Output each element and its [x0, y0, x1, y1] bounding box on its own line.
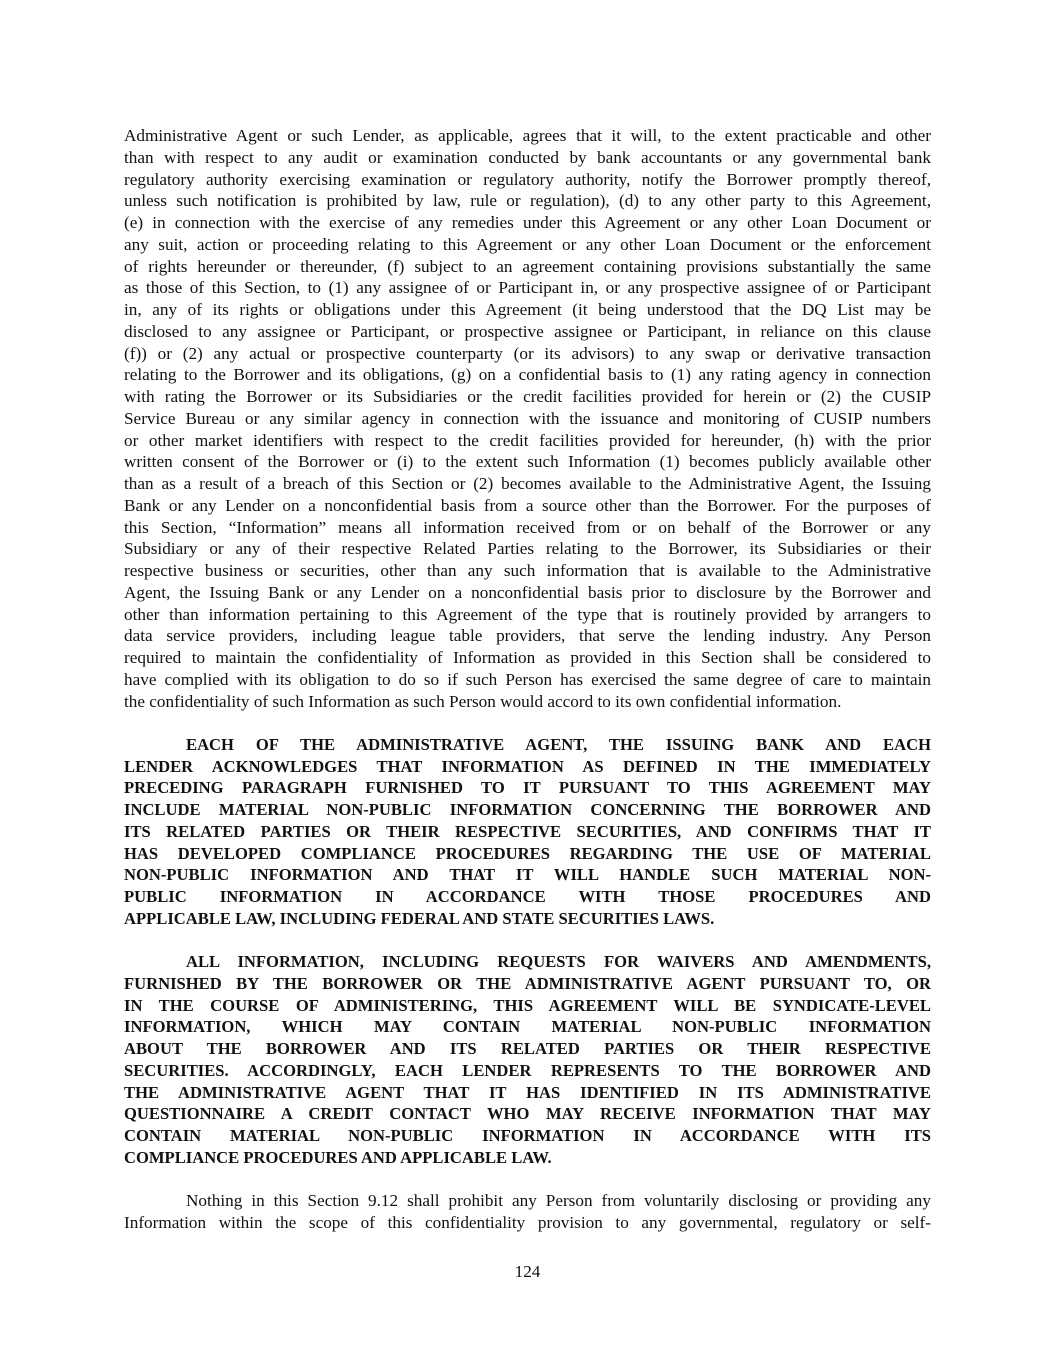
text-line: ITS RELATED PARTIES OR THEIR RESPECTIVE SECURITIES, AND CONFIRMS THAT IT	[124, 821, 931, 841]
paragraph-spacer	[124, 712, 931, 734]
text-line: QUESTIONNAIRE A CREDIT CONTACT WHO MAY RECEIVE INFORMATION THAT MAY	[124, 1104, 931, 1124]
text-line: than with respect to any audit or examination conducted by bank accountants or any governmental bank	[124, 147, 931, 167]
text-line: regulatory authority exercising examination or regulatory authority, notify the Borrower promptly thereof,	[124, 169, 931, 189]
text-line: Bank or any Lender on a nonconfidential basis from a source other than the Borrower. For the purposes of	[124, 495, 931, 515]
text-line: (f)) or (2) any actual or prospective counterparty (or its advisors) to any swap or derivative transaction	[124, 343, 931, 363]
text-line: INFORMATION, WHICH MAY CONTAIN MATERIAL NON-PUBLIC INFORMATION	[124, 1017, 931, 1037]
text-line: have complied with its obligation to do so if such Person has exercised the same degree of care to maintain	[124, 669, 931, 689]
text-line: NON-PUBLIC INFORMATION AND THAT IT WILL HANDLE SUCH MATERIAL NON-	[124, 865, 931, 885]
paragraph-syndicate-level-information	[124, 951, 931, 1169]
text-line: Subsidiary or any of their respective Related Parties relating to the Borrower, its Subsidiaries or their	[124, 539, 931, 559]
paragraph-voluntary-disclosure	[124, 1190, 931, 1234]
text-line: COMPLIANCE PROCEDURES AND APPLICABLE LAW.	[124, 1147, 552, 1167]
text-line: Agent, the Issuing Bank or any Lender on a nonconfidential basis prior to disclosure by the Borrower and	[124, 582, 931, 602]
text-line: with rating the Borrower or its Subsidiaries or the credit facilities provided for herein or (2) the CUSIP	[124, 387, 931, 406]
document-page	[124, 125, 931, 1234]
text-line: of rights hereunder or thereunder, (f) subject to an agreement containing provisions substantially the same	[124, 256, 931, 276]
text-line: required to maintain the confidentiality of Information as provided in this Section shall be considered to	[124, 648, 931, 667]
text-line: ABOUT THE BORROWER AND ITS RELATED PARTIES OR THEIR RESPECTIVE	[124, 1039, 931, 1058]
text-line: disclosed to any assignee or Participant, or prospective assignee or Participant, in reliance on this clause	[124, 321, 931, 341]
text-line: LENDER ACKNOWLEDGES THAT INFORMATION AS DEFINED IN THE IMMEDIATELY	[124, 756, 931, 776]
text-line: or other market identifiers with respect to the credit facilities provided for hereunder, (h) with the prior	[124, 430, 931, 450]
text-line: FURNISHED BY THE BORROWER OR THE ADMINISTRATIVE AGENT PURSUANT TO, OR	[124, 973, 931, 993]
text-line: THE ADMINISTRATIVE AGENT THAT IT HAS IDENTIFIED IN ITS ADMINISTRATIVE	[124, 1082, 931, 1102]
text-line: Information within the scope of this confidentiality provision to any governmental, regulatory or self-	[124, 1212, 931, 1232]
text-line: HAS DEVELOPED COMPLIANCE PROCEDURES REGARDING THE USE OF MATERIAL	[124, 843, 931, 863]
text-line: ALL INFORMATION, INCLUDING REQUESTS FOR WAIVERS AND AMENDMENTS,	[186, 952, 931, 971]
text-line: Administrative Agent or such Lender, as applicable, agrees that it will, to the extent practicable and other	[124, 126, 931, 145]
text-line: this Section, “Information” means all information received from or on behalf of the Borrower or any	[124, 517, 931, 537]
text-line: INCLUDE MATERIAL NON-PUBLIC INFORMATION CONCERNING THE BORROWER AND	[124, 800, 931, 819]
text-line: APPLICABLE LAW, INCLUDING FEDERAL AND STATE SECURITIES LAWS.	[124, 908, 715, 928]
text-line: any suit, action or proceeding relating to this Agreement or any other Loan Document or the enforcement	[124, 234, 931, 254]
text-line: SECURITIES. ACCORDINGLY, EACH LENDER REPRESENTS TO THE BORROWER AND	[124, 1060, 931, 1080]
text-line: Nothing in this Section 9.12 shall prohibit any Person from voluntarily disclosing or providing any	[186, 1191, 931, 1210]
text-line: (e) in connection with the exercise of any remedies under this Agreement or any other Loan Document or	[124, 213, 931, 232]
text-line: unless such notification is prohibited by law, rule or regulation), (d) to any other party to this Agreement,	[124, 191, 931, 211]
text-line: respective business or securities, other than any such information that is available to the Administrative	[124, 561, 931, 580]
text-line: the confidentiality of such Information as such Person would accord to its own confidential information.	[124, 691, 842, 711]
text-line: PUBLIC INFORMATION IN ACCORDANCE WITH THOSE PROCEDURES AND	[124, 887, 931, 906]
text-line: EACH OF THE ADMINISTRATIVE AGENT, THE ISSUING BANK AND EACH	[186, 734, 931, 754]
text-line: relating to the Borrower and its obligations, (g) on a confidential basis to (1) any rating agency in connection	[124, 365, 931, 385]
paragraph-mnpi-acknowledgement	[124, 734, 931, 930]
text-line: PRECEDING PARAGRAPH FURNISHED TO IT PURSUANT TO THIS AGREEMENT MAY	[124, 778, 931, 798]
text-line: other than information pertaining to this Agreement of the type that is routinely provided by arrangers to	[124, 604, 931, 624]
text-line: CONTAIN MATERIAL NON-PUBLIC INFORMATION IN ACCORDANCE WITH ITS	[124, 1126, 931, 1145]
paragraph-confidentiality-exceptions	[124, 125, 931, 712]
text-line: in, any of its rights or obligations under this Agreement (it being understood that the DQ List may be	[124, 300, 931, 319]
page-number: 124	[514, 1262, 541, 1281]
text-line: than as a result of a breach of this Section or (2) becomes available to the Administrative Agent, the Issuing	[124, 474, 931, 493]
paragraph-spacer	[124, 1169, 931, 1191]
text-line: written consent of the Borrower or (i) to the extent such Information (1) becomes publicly available other	[124, 452, 931, 472]
text-line: Service Bureau or any similar agency in connection with the issuance and monitoring of CUSIP numbers	[124, 408, 931, 428]
text-line: as those of this Section, to (1) any assignee of or Participant in, or any prospective assignee of or Participant	[124, 278, 931, 298]
paragraph-spacer	[124, 930, 931, 952]
text-line: data service providers, including league table providers, that serve the lending industry. Any Person	[124, 626, 931, 646]
text-line: IN THE COURSE OF ADMINISTERING, THIS AGREEMENT WILL BE SYNDICATE-LEVEL	[124, 995, 931, 1015]
